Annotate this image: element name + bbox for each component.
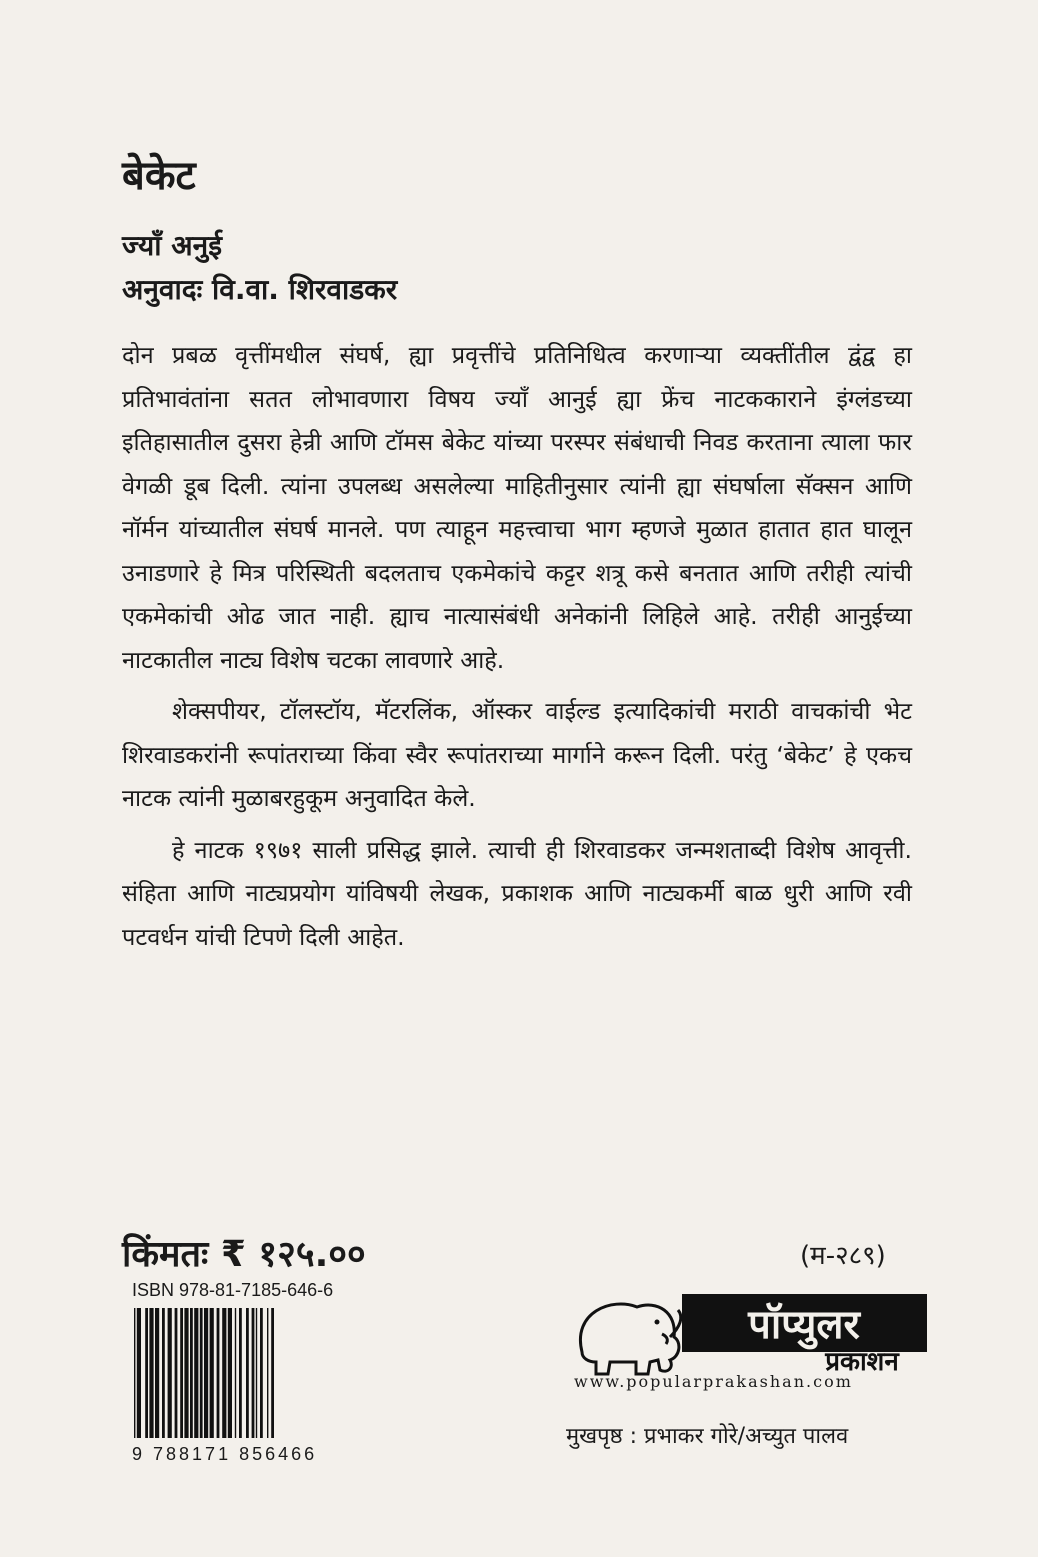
barcode-bar	[168, 1308, 172, 1438]
barcode-bar	[222, 1308, 226, 1438]
publisher-block	[562, 1282, 932, 1442]
publisher-name-2: प्रकाशन	[825, 1347, 899, 1377]
barcode-bar	[239, 1308, 242, 1438]
isbn-block	[122, 1280, 422, 1470]
barcode-bar	[155, 1308, 159, 1438]
barcode-bar	[137, 1308, 141, 1438]
blurb-paragraph: हे नाटक १९७१ साली प्रसिद्ध झाले. त्याची ही शिरवाडकर जन्मशताब्दी विशेष आवृत्ती. संहिता आणि नाट्यप्रयोग यांविषयी लेखक, प्रकाशक आणि नाट्यकर्मी बाळ धुरी आणि रवी पटवर्धन यांची टिपणे दिली आहेत.	[122, 835, 912, 951]
barcode-bar	[190, 1308, 193, 1438]
blurb	[122, 334, 912, 959]
barcode-bar	[134, 1308, 135, 1438]
barcode-bar	[204, 1308, 208, 1438]
cover-credit: मुखपृष्ठ : प्रभाकर गोरे/अच्युत पालव	[566, 1424, 849, 1449]
barcode-digits: 9 788171 856466	[132, 1444, 318, 1464]
translator-line: अनुवादः वि.वा. शिरवाडकर	[122, 273, 398, 306]
elephant-icon	[580, 1304, 680, 1374]
barcode-bar	[246, 1308, 249, 1438]
publisher-url: www.popularprakashan.com	[574, 1372, 853, 1391]
blurb-paragraph: दोन प्रबळ वृत्तींमधील संघर्ष, ह्या प्रवृत्तींचे प्रतिनिधित्व करणाऱ्या व्यक्तींतील द्वंद्व हा प्रतिभावंतांना सतत लोभावणारा विषय ज्याँ आनुई ह्या फ्रेंच नाटककाराने इंग्लंडच्या इतिहासातील दुसरा हेन्री आणि टॉमस बेकेट यांच्या परस्पर संबंधाची निवड करताना त्याला फार वेगळी डूब दिली. त्यांना उपलब्ध असलेल्या माहितीनुसार त्यांनी ह्या संघर्षाला सॅक्सन आणि नॉर्मन यांच्यातील संघर्ष मानले. पण त्याहून महत्त्वाचा भाग म्हणजे मुळात हातात हात घालून उनाडणारे हे मित्र परिस्थिती बदलताच एकमेकांचे कट्टर शत्रू कसे बनतात आणि तरीही त्यांची एकमेकांची ओढ जात नाही. ह्याच नात्यासंबंधी अनेकांनी लिहिले आहे. तरीही आनुईच्या नाटकातील नाट्य विशेष चटका लावणारे आहे.	[122, 341, 912, 674]
price: किंमतः ₹ १२५.००	[122, 1234, 366, 1275]
barcode-bar	[217, 1308, 220, 1438]
barcode-bar	[194, 1308, 198, 1438]
author-name: ज्याँ अनुई	[122, 229, 222, 262]
barcode-bar	[210, 1308, 214, 1438]
barcode-bar	[184, 1308, 188, 1438]
publisher-name-1: पॉप्युलर	[748, 1302, 860, 1348]
blurb-paragraph: शेक्सपीयर, टॉलस्टॉय, मॅटरलिंक, ऑस्कर वाईल्ड इत्यादिकांची मराठी वाचकांची भेट शिरवाडकरांनी रूपांतराच्या किंवा स्वैर रूपांतराच्या मार्गाने करून दिली. परंतु ‘बेकेट’ हे एकच नाटक त्यांनी मुळाबरहुकूम अनुवादित केले.	[122, 697, 912, 812]
barcode-bar	[200, 1308, 203, 1438]
barcode-bar	[260, 1308, 263, 1438]
barcode-bar	[235, 1308, 236, 1438]
barcode-bar	[252, 1308, 255, 1438]
series-code: (म-२८९)	[800, 1241, 886, 1271]
barcode	[130, 1308, 415, 1438]
barcode-bar	[162, 1308, 165, 1438]
barcode-bar	[271, 1308, 274, 1438]
barcode-bar	[149, 1308, 153, 1438]
barcode-bar	[228, 1308, 232, 1438]
barcode-bar	[175, 1308, 178, 1438]
barcode-bar	[180, 1308, 183, 1438]
barcode-bar	[267, 1308, 268, 1438]
book-title: बेकेट	[122, 153, 196, 199]
isbn-label: ISBN 978-81-7185-646-6	[132, 1280, 334, 1300]
barcode-bar	[256, 1308, 257, 1438]
barcode-bar	[145, 1308, 148, 1438]
